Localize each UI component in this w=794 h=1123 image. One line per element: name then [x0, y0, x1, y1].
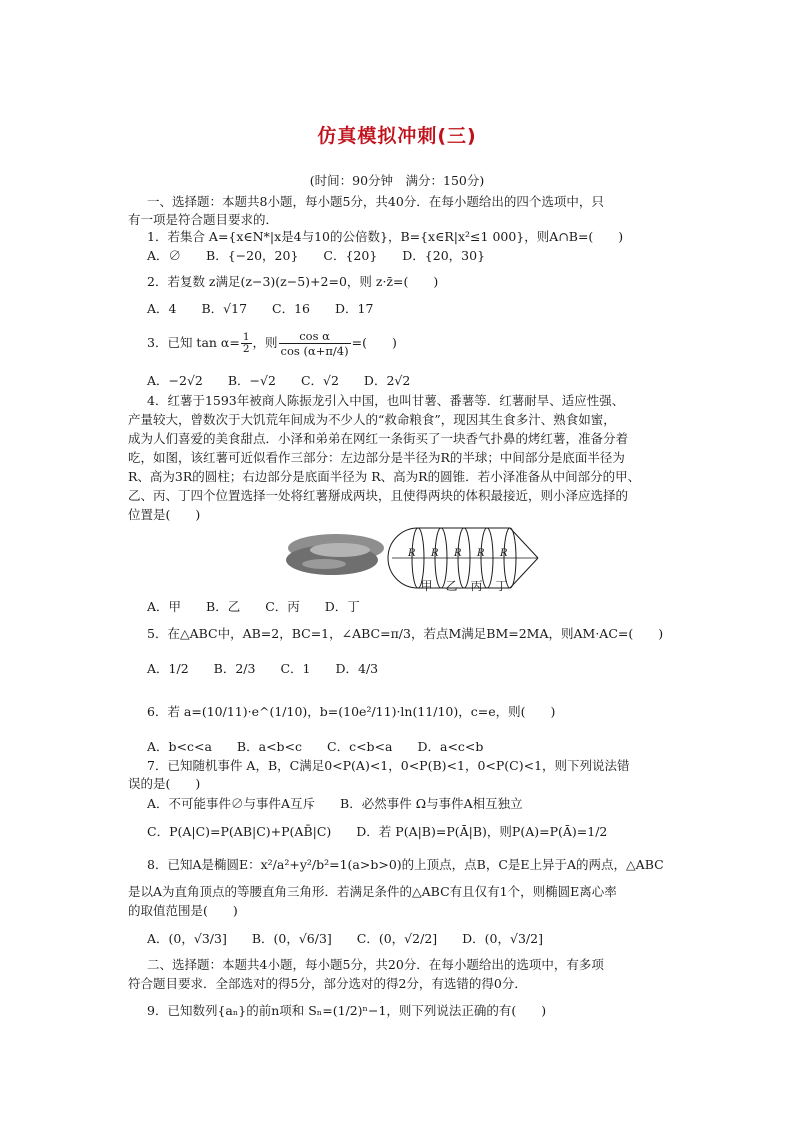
radius-label: R	[500, 548, 508, 559]
position-label-jia: 甲	[420, 579, 433, 593]
position-label-yi: 乙	[445, 579, 458, 593]
question-3-suffix: =( )	[351, 335, 397, 350]
section1-heading-line1: 一、选择题：本题共8小题，每小题5分，共40分．在每小题给出的四个选项中，只	[147, 194, 604, 209]
question-3-prefix: 3．已知 tan α=	[147, 335, 240, 350]
question-4-line: R、高为3R的圆柱；右边部分是底面半径为 R、高为R的圆锥．若小泽准备从中间部分的甲、	[128, 469, 641, 484]
question-4-line: 位置是( )	[128, 507, 201, 522]
question-7-line2: 误的是( )	[128, 776, 201, 791]
question-4-line: 产量较大，曾数次于大饥荒年间成为不少人的“救命粮食”，现因其生食多汁、熟食如蜜，	[128, 412, 616, 427]
question-8-options: A．(0，√3/3] B．(0，√6/3] C．(0，√2/2] D．(0，√3/2]	[147, 931, 543, 946]
section1-heading-line2: 有一项是符合题目要求的．	[128, 212, 279, 227]
position-labels	[414, 577, 514, 594]
question-8-line3: 的取值范围是( )	[128, 903, 238, 918]
tan-fraction: $\frac{1}{2}$	[242, 331, 250, 355]
question-2-options: A．4 B．√17 C．16 D．17	[147, 301, 374, 316]
question-6: 6．若 a=(10/11)·e^(1/10)，b=(10e²/11)·ln(11/10)，c=e，则( )	[147, 704, 556, 719]
exam-meta: (时间：90分钟 满分：150分)	[309, 173, 485, 188]
question-4-line: 吃，如图，该红薯可近似看作三部分：左边部分是半径为R的半球；中间部分是底面半径为	[128, 450, 625, 465]
question-1: 1．若集合 A={x∈N*|x是4与10的公倍数}，B={x∈R|x²≤1 000}，则A∩B=( )	[147, 229, 624, 244]
section2-heading-line1: 二、选择题：本题共4小题，每小题5分，共20分．在每小题给出的选项中，有多项	[147, 957, 604, 972]
sweet-potato-photo	[286, 534, 384, 575]
question-7-line1: 7．已知随机事件 A，B，C满足0<P(A)<1，0<P(B)<1，0<P(C)<1，则下列说法错	[147, 758, 630, 773]
question-3-options: A．−2√2 B．−√2 C．√2 D．2√2	[147, 373, 411, 388]
question-5: 5．在△ABC中，AB=2，BC=1，∠ABC=π/3，若点M满足BM=2MA，则AM·AC=( )	[147, 626, 664, 641]
cos-fraction	[279, 329, 351, 358]
question-3	[147, 329, 397, 358]
question-7-options-ab: A．不可能事件∅与事件A互斥 B．必然事件 Ω与事件A相互独立	[147, 796, 523, 811]
radius-label: R	[408, 548, 416, 559]
question-9: 9．已知数列{aₙ}的前n项和 Sₙ=(1/2)ⁿ−1，则下列说法正确的有( )	[147, 1003, 547, 1018]
section2-heading-line2: 符合题目要求．全部选对的得5分，部分选对的得2分，有选错的得0分．	[128, 976, 527, 991]
question-8-line1: 8．已知A是椭圆E：x²/a²+y²/b²=1(a>b>0)的上顶点，点B，C是E上异于A的两点，△ABC	[147, 857, 664, 872]
question-3-mid: ，则	[252, 335, 278, 350]
radius-label: R	[431, 548, 439, 559]
cos-fraction-denominator: cos (α+π/4)	[280, 344, 349, 358]
radius-label: R	[477, 548, 485, 559]
cos-fraction-numerator: cos α	[279, 329, 351, 344]
question-4-line: 成为人们喜爱的美食甜点．小泽和弟弟在网红一条街买了一块香气扑鼻的烤红薯，准备分着	[128, 431, 629, 446]
question-5-options: A．1/2 B．2/3 C．1 D．4/3	[147, 661, 379, 676]
question-7-options-cd: C．P(A|C)=P(AB|C)+P(AB̄|C) D．若 P(A|B)=P(Ā|B)，则P(A)=P(Ā)=1/2	[147, 824, 608, 839]
position-label-bing: 丙	[470, 579, 483, 593]
question-4-options: A．甲 B．乙 C．丙 D．丁	[147, 599, 360, 614]
question-6-options: A．b<c<a B．a<b<c C．c<b<a D．a<c<b	[147, 739, 484, 754]
question-1-options: A．∅ B．{−20，20} C．{20} D．{20，30}	[147, 248, 486, 263]
question-4-line: 4．红薯于1593年被商人陈振龙引入中国，也叫甘薯、番薯等．红薯耐旱、适应性强、	[147, 393, 625, 408]
position-label-ding: 丁	[495, 579, 508, 593]
page-title: 仿真模拟冲刺(三)	[317, 125, 477, 147]
question-8-line2: 是以A为直角顶点的等腰直角三角形．若满足条件的△ABC有且仅有1个，则椭圆E离心率	[128, 884, 617, 899]
question-4-line: 乙、丙、丁四个位置选择一处将红薯掰成两块，且使得两块的体积最接近，则小泽应选择的	[128, 488, 629, 503]
cone-upper-edge	[510, 528, 538, 558]
cone-lower-edge	[510, 558, 538, 588]
radius-label: R	[454, 548, 462, 559]
question-2: 2．若复数 z满足(z−3)(z−5)+2=0，则 z·z̄=( )	[147, 274, 439, 289]
